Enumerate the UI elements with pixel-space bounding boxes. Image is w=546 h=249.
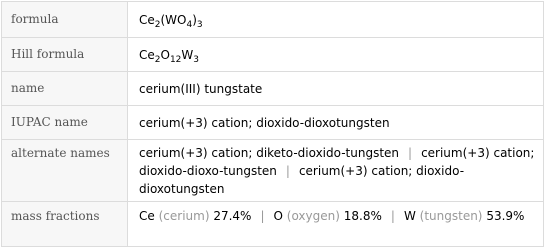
hill-formula-value [139, 46, 537, 64]
formula-part: (WO [160, 13, 187, 27]
formula-value [139, 11, 537, 29]
mass-fractions-label: mass fractions [11, 209, 100, 223]
mass-percent: 53.9% [486, 209, 525, 223]
element-symbol: O [273, 209, 283, 223]
formula-part: Ce [139, 48, 155, 62]
mass-fraction-item [404, 209, 525, 223]
alternate-name: cerium(+3) cation; diketo-dioxido-tungsten [139, 146, 400, 160]
separator: | [260, 209, 265, 223]
row-hill-formula [2, 38, 543, 72]
label-cell [2, 140, 128, 201]
formula-subscript: 4 [186, 20, 193, 30]
element-name: (cerium) [158, 209, 210, 223]
formula-subscript: 3 [196, 20, 203, 30]
separator: | [390, 209, 395, 223]
label-cell [2, 2, 128, 37]
label-cell [2, 106, 128, 139]
separator: | [408, 146, 413, 160]
name-label: name [11, 81, 45, 95]
mass-fractions-value [139, 207, 537, 225]
alternate-names-label: alternate names [11, 146, 110, 160]
row-name [2, 72, 543, 106]
alternate-name: cerium(+3) cation; dioxido-dioxo-tungsten [139, 146, 535, 178]
mass-fraction-item [139, 209, 251, 223]
label-cell [2, 72, 128, 105]
iupac-name-value: cerium(+3) cation; dioxido-dioxotungsten [139, 116, 390, 130]
formula-subscript: 3 [193, 55, 200, 65]
formula-subscript: 12 [169, 55, 182, 65]
element-name: (oxygen) [286, 209, 340, 223]
hill-formula-label: Hill formula [11, 47, 85, 61]
formula-subscript: 2 [154, 20, 161, 30]
alternate-names-value [139, 144, 537, 198]
row-mass-fractions [2, 202, 543, 246]
label-cell [2, 38, 128, 71]
element-symbol: W [403, 209, 416, 223]
formula-part: Ce [139, 13, 155, 27]
name-value: cerium(III) tungstate [139, 82, 263, 96]
properties-table [1, 1, 544, 247]
mass-fraction-item [274, 209, 382, 223]
row-iupac-name [2, 106, 543, 140]
mass-percent: 27.4% [213, 209, 252, 223]
formula-part: O [160, 48, 170, 62]
mass-percent: 18.8% [343, 209, 382, 223]
element-name: (tungsten) [419, 209, 483, 223]
label-cell [2, 202, 128, 246]
element-symbol: Ce [139, 209, 155, 223]
separator: | [285, 164, 290, 178]
alternate-name: cerium(+3) cation; dioxido-dioxotungsten [139, 164, 465, 196]
iupac-name-label: IUPAC name [11, 115, 88, 129]
formula-label: formula [11, 12, 59, 26]
row-formula [2, 2, 543, 38]
formula-part: ) [192, 13, 197, 27]
formula-subscript: 2 [154, 55, 161, 65]
row-alternate-names [2, 140, 543, 202]
formula-part: W [181, 48, 194, 62]
